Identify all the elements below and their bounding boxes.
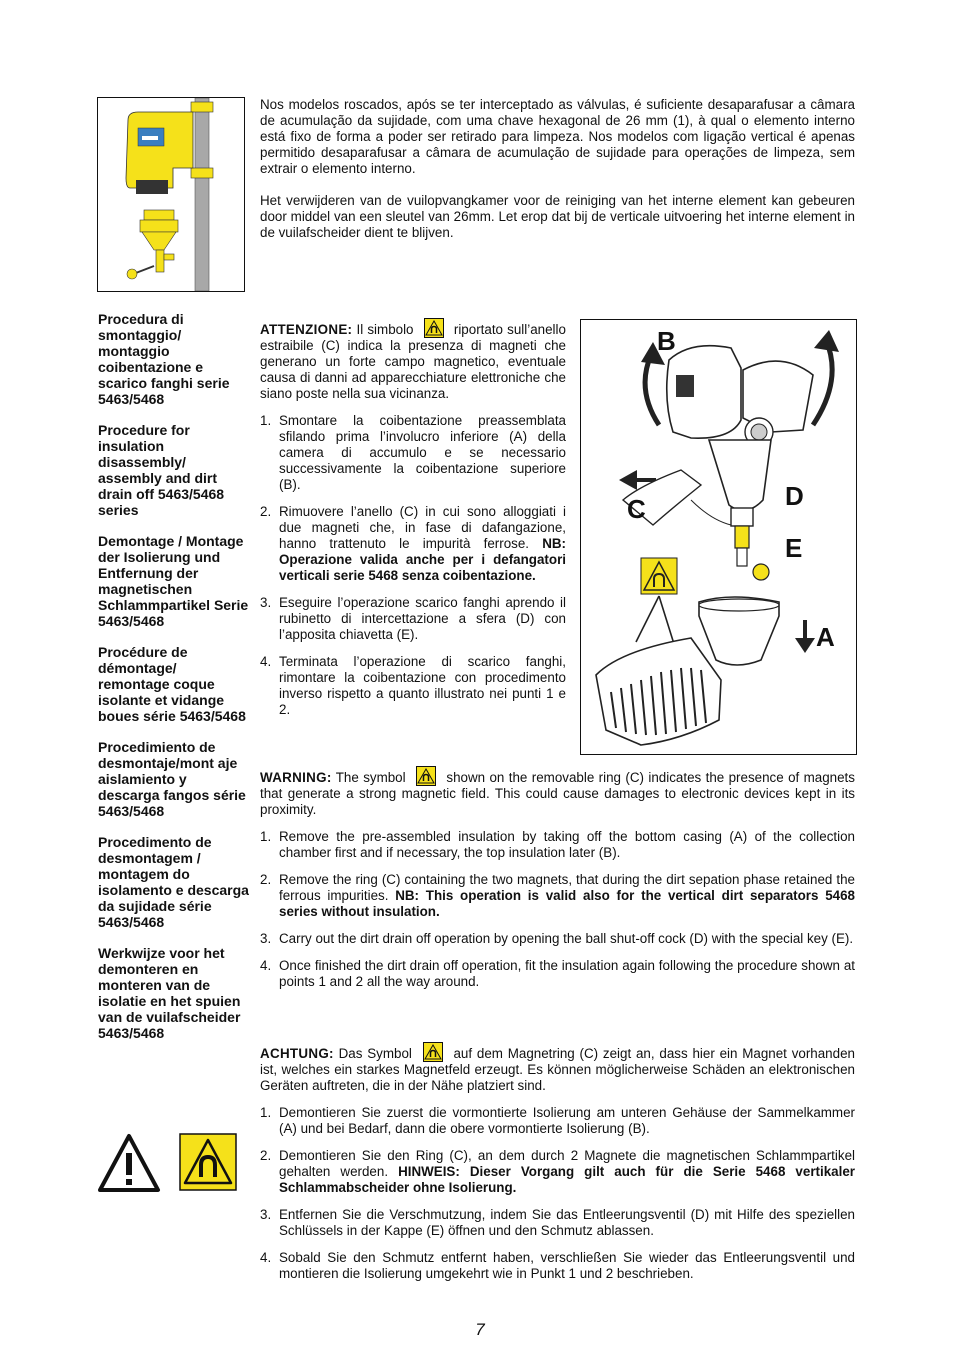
list-item: 2. Rimuovere l’anello (C) in cui sono alloggiati i due magneti che, in fase di dafangazione, hanno trattenuto le impurità ferrose. NB: Operazione valida anche per i defangatori verticali serie 5468 senza coibentazione. [260, 504, 566, 583]
warning-it: ATTENZIONE: Il simbolo riportato sull’anello estraibile (C) indica la presenza di magneti che generano un forte campo magnetico, eventuale causa di danni ad apparecchiature elettroniche che siano poste nella sua vicinanza. [260, 318, 566, 402]
top-illustration [97, 97, 245, 292]
steps-en [260, 829, 855, 990]
sidebar-title-en: Procedure for insulation disassembly/ assembly and dirt drain off 5463/5468 series [98, 422, 225, 518]
magnet-symbol-icon [416, 766, 436, 786]
english-section [260, 766, 855, 1001]
list-item: 4. Sobald Sie den Schmutz entfernt haben, verschließen Sie wieder das Entleerungsventil und montieren die Isolierung umgekehrt wie in Punkt 1 und 2 beschrieben. [260, 1250, 855, 1281]
sidebar-title-es: Procedimiento de desmontaje/mont aje aislamiento y descarga fangos série 5463/5468 [98, 739, 246, 819]
warning-de: ACHTUNG: Das Symbol auf dem Magnetring (C) zeigt an, dass hier ein Magnet vorhanden ist, welches ein starkes Magnetfeld erzeugt. Es können möglicherweise Schäden an elektronischen Geräten auftreten, die in der Nähe platziert sind. [260, 1042, 855, 1094]
page-number: 7 [475, 1320, 485, 1339]
sidebar-title-fr: Procédure de démontage/ remontage coque isolante et vidange boues série 5463/5468 [98, 644, 246, 724]
steps-de [260, 1105, 855, 1282]
german-section [260, 1042, 855, 1293]
figure-label-b: B [657, 326, 676, 356]
sidebar-title-it: Procedura di smontaggio/ montaggio coibentazione e scarico fanghi serie 5463/5468 [98, 311, 230, 407]
figure-label-d: D [785, 481, 804, 511]
warning-heading-it: ATTENZIONE: [260, 322, 353, 337]
magnet-symbol-icon [424, 318, 444, 338]
list-item: 2. Remove the ring (C) containing the two magnets, that during the dirt sepation phase retained the ferrous impurities. NB: This operation is valid also for the vertical dirt separators 5468 series without insulation. [260, 872, 855, 919]
paragraph-portuguese: Nos modelos roscados, após se ter interceptado as válvulas, é suficiente desaparafusar a câmara de acumulação da sujidade, com uma chave hexagonal de 26 mm (1), à qual o elemento interno está fixo de forma a poder ser retirado para limpeza. Nos modelos com ligação vertical é apenas permitido desaparafusar a câmara de acumulação de sujidade para operações de limpeza, sem extrair o elemento interno. [260, 97, 855, 176]
figure-label-e: E [785, 533, 803, 563]
dirt-separator-exploded-drawing [581, 320, 856, 754]
figure-label-a: A [816, 622, 835, 652]
list-item: 1. Smontare la coibentazione preassemblata sfilando prima l’involucro inferiore (A) della camera di accumulo e se necessario successivamente la coibentazione superiore (B). [260, 413, 566, 492]
sidebar-title-pt: Procedimento de desmontagem / montagem do isolamento e descarga da sujidade série 5463/5468 [98, 834, 249, 930]
steps-it [260, 413, 566, 718]
list-item: 4. Once finished the dirt drain off operation, fit the insulation again following the procedure shown at points 1 and 2 all the way around. [260, 958, 855, 989]
magnet-warning-icon [179, 1133, 237, 1191]
disassembly-figure [580, 319, 857, 755]
italian-section [260, 318, 566, 729]
list-item: 2. Demontieren Sie den Ring (C), an dem durch 2 Magnete die magnetischen Schlammpartikel gehalten werden. HINWEIS: Dieser Vorgang gilt auch für die Serie 5468 vertikaler Schlammabscheider ohne Isolierung. [260, 1148, 855, 1195]
sidebar-title-nl: Werkwijze voor het demonteren en monteren van de isolatie en het spuien van de vuilafscheider 5463/5468 [98, 945, 241, 1041]
warning-heading-en: WARNING: [260, 770, 332, 785]
dirt-separator-threaded-drawing [98, 98, 244, 291]
sidebar-title-de: Demontage / Montage der Isolierung und Entfernung der magnetischen Schlammpartikel Serie 5463/5468 [98, 533, 249, 629]
warning-en: WARNING: The symbol shown on the removable ring (C) indicates the presence of magnets that generate a strong magnetic field. This could cause damages to electronic devices kept in its proximity. [260, 766, 855, 818]
warning-heading-de: ACHTUNG: [260, 1046, 334, 1061]
list-item: 3. Eseguire l’operazione scarico fanghi aprendo il rubinetto di intercettazione a sfera (D) con l’apposita chiavetta (E). [260, 595, 566, 642]
top-text-block [260, 97, 855, 241]
list-item: 3. Entfernen Sie die Verschmutzung, indem Sie das Entleerungsventil (D) mit Hilfe des speziellen Schlüssels in der Kappe (E) öffnen und den Schmutz ablassen. [260, 1207, 855, 1238]
list-item: 1. Remove the pre-assembled insulation by taking off the bottom casing (A) of the collection chamber first and if necessary, the top insulation later (B). [260, 829, 855, 860]
warning-triangle-icon [97, 1133, 161, 1193]
magnet-symbol-icon [423, 1042, 443, 1062]
list-item: 1. Demontieren Sie zuerst die vormontierte Isolierung am unteren Gehäuse der Sammelkammer (A) und bei Bedarf, dann die obere vormontierte Isolierung (B). [260, 1105, 855, 1136]
list-item: 3. Carry out the dirt drain off operation by opening the ball shut-off cock (D) with the special key (E). [260, 931, 854, 946]
list-item: 4. Terminata l’operazione di scarico fanghi, rimontare la coibentazione con procedimento inverso rispetto a quanto illustrato nei punti 1 e 2. [260, 654, 566, 717]
paragraph-dutch: Het verwijderen van de vuilopvangkamer voor de reiniging van het interne element kan gebeuren door middel van een sleutel van 26mm. Let erop dat bij de verticale uitvoering het interne element in de vuilafscheider dient te blijven. [260, 193, 855, 240]
figure-label-c: C [627, 494, 646, 524]
sidebar-titles [98, 311, 251, 1056]
